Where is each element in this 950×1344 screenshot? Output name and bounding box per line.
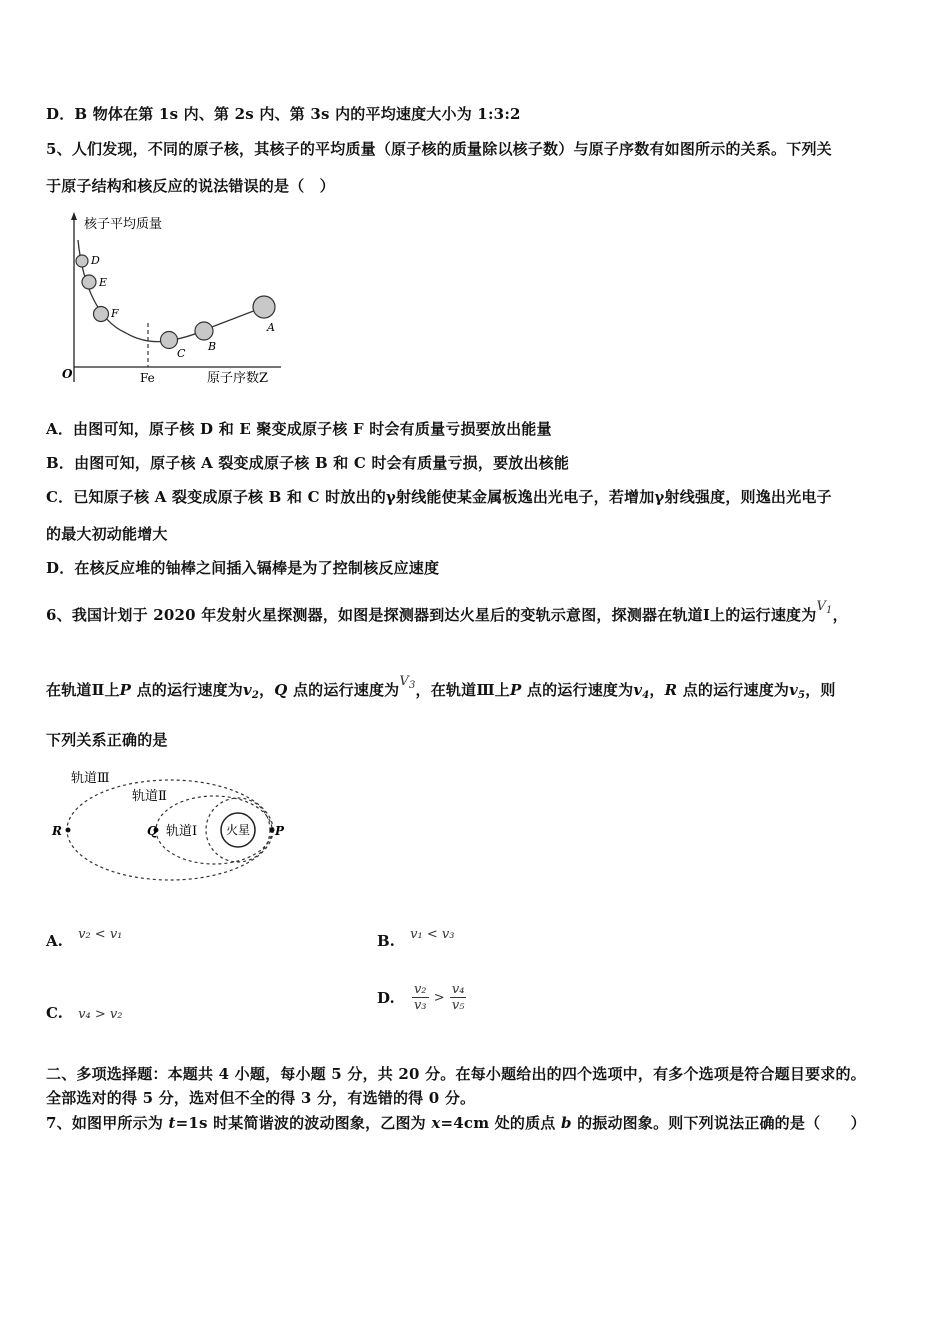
q6-q-label: Q bbox=[147, 824, 158, 838]
q5-label-a: A bbox=[267, 321, 275, 334]
q6-option-c: C. v₄ > v₂ bbox=[46, 1004, 123, 1022]
q6-v1-symbol: $V_1$ bbox=[816, 599, 833, 616]
q5-label-b: B bbox=[208, 340, 217, 353]
q6-point-p bbox=[270, 828, 275, 833]
q5-y-axis-label: 核子平均质量 bbox=[84, 217, 163, 232]
q6-orbit-figure bbox=[46, 764, 296, 884]
q5-stem-line1: 5、人们发现，不同的原子核，其核子的平均质量（原子核的质量除以核子数）与原子序数有如图所示的关系。下列关 bbox=[46, 140, 832, 158]
q5-point-c bbox=[161, 332, 178, 349]
q6-stem-line1 bbox=[46, 599, 848, 626]
q6-stem-line3: 下列关系正确的是 bbox=[46, 731, 168, 749]
q6-mars-label: 火星 bbox=[226, 823, 251, 837]
q5-label-e: E bbox=[99, 276, 108, 289]
q4-option-d: D．B 物体在第 1s 内、第 2s 内、第 3s 内的平均速度大小为 1:3:2 bbox=[46, 105, 521, 123]
section2-line2: 全部选对的得 5 分，选对但不全的得 3 分，有选错的得 0 分。 bbox=[46, 1089, 476, 1107]
q6-stem-text1: 6、我国计划于 2020 年发射火星探测器，如图是探测器到达火星后的变轨示意图，探测器在轨道Ⅰ上的运行速度为 bbox=[46, 606, 817, 624]
q5-label-f: F bbox=[111, 307, 119, 320]
q6-comma: ， bbox=[832, 606, 848, 624]
q6-orbit1-label: 轨道Ⅰ bbox=[166, 824, 198, 839]
q6-v3-symbol: $V_3$ bbox=[399, 674, 416, 691]
q6-orbit2-label: 轨道Ⅱ bbox=[132, 789, 167, 804]
q5-origin-label: O bbox=[62, 367, 73, 381]
q5-point-a bbox=[253, 296, 275, 318]
q5-curve bbox=[78, 240, 264, 342]
q5-point-b bbox=[195, 322, 213, 340]
q5-y-axis-arrow bbox=[71, 212, 77, 220]
q7-stem: 7、如图甲所示为 t=1s 时某简谐波的波动图象，乙图为 x=4cm 处的质点 b 的振动图象。则下列说法正确的是（ ） bbox=[46, 1114, 866, 1132]
q5-option-d: D．在核反应堆的铀棒之间插入镉棒是为了控制核反应速度 bbox=[46, 559, 440, 577]
q6-orbit3-label: 轨道Ⅲ bbox=[71, 771, 110, 786]
section2-line1: 二、多项选择题：本题共 4 小题，每小题 5 分，共 20 分。在每小题给出的四个选项中，有多个选项是符合题目要求的。 bbox=[46, 1065, 866, 1083]
q6-option-a: A. v₂ < v₁ bbox=[46, 927, 123, 950]
q6-option-b: B. v₁ < v₃ bbox=[377, 927, 455, 950]
q6-option-d-frac2: $\frac{\text{v₄}}{\text{v₅}}$ bbox=[451, 982, 465, 1013]
q6-point-r bbox=[66, 828, 71, 833]
q6-p-label: P bbox=[275, 824, 285, 838]
q5-option-b: B．由图可知，原子核 A 裂变成原子核 B 和 C 时会有质量亏损，要放出核能 bbox=[46, 454, 570, 472]
q5-point-d bbox=[76, 255, 88, 267]
q5-stem-line2: 于原子结构和核反应的说法错误的是（ ） bbox=[46, 177, 335, 195]
q5-point-e bbox=[82, 275, 96, 289]
q5-x-axis-label: 原子序数Z bbox=[207, 371, 269, 386]
q6-r-label: R bbox=[52, 824, 62, 838]
q6-stem-line2: 在轨道Ⅱ上P 点的运行速度为$v_2$，Q 点的运行速度为$V_3$，在轨道Ⅲ上P 点的运行速度为$v_4$，R 点的运行速度为$v_5$，则 bbox=[46, 674, 836, 701]
q5-fe-label: Fe bbox=[140, 371, 155, 385]
q5-mass-curve-figure bbox=[56, 210, 286, 390]
q5-option-c-line1: C．已知原子核 A 裂变成原子核 B 和 C 时放出的γ射线能使某金属板逸出光电子，若增加γ射线强度，则逸出光电子 bbox=[46, 488, 832, 506]
q5-label-d: D bbox=[91, 254, 100, 267]
q6-option-d-frac1: $\frac{\text{v₂}}{\text{v₃}}$ bbox=[413, 982, 427, 1013]
q6-option-d: D. $\frac{\text{v₂}}{\text{v₃}}$ > $\frac{\text{v₄}}{\text{v₅}}$ bbox=[377, 982, 465, 1013]
q5-point-f bbox=[94, 307, 109, 322]
q5-option-a: A．由图可知，原子核 D 和 E 聚变成原子核 F 时会有质量亏损要放出能量 bbox=[46, 420, 552, 438]
q5-label-c: C bbox=[177, 347, 186, 360]
q5-option-c-line2: 的最大初动能增大 bbox=[46, 525, 168, 543]
